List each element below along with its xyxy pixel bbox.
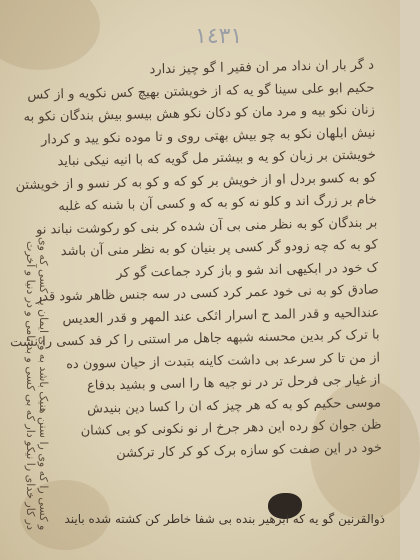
text-line: موسی حکیم کو به که هر چیز که ان را کسا دین بنیدش — [86, 395, 382, 417]
text-line: نیش ابلهان نکو به چو بیش بهتی روی و تا موده نکو یید و کردار — [40, 125, 376, 148]
text-line: از غیار جی فرحل تر در نو جیه ها را اسی و بشید بدفاع — [86, 372, 381, 394]
text-line: خویشتن بر زبان کو یه و بیشتر مل گویه که با انیه نیکی نباید — [57, 147, 376, 170]
text-line: کو به که چه زودو گر کسی پر بنیان کو به نظر منی آن باشد — [60, 237, 378, 260]
text-line: زنان نکو بیه و مرد مان کو دکان نکو هش بیسو بیش بندگان نکو به — [23, 102, 376, 125]
text-line: کو به کسو بردل او از خویش بر کو که و کو به کر نسو و از خویشتن — [15, 170, 377, 193]
text-line: از من تا کر سرعد بی داشت کاینه بتبدت از حیان سوون ده — [65, 350, 381, 372]
text-line: حکیم ابو علی سینا گو یه که از خویشتن بهیچ کس نکویه و از کس — [27, 80, 375, 103]
text-line: با ترک کر بدین محسنه شبهه جاهل مر استنی را کر فد کسی را نشت — [9, 327, 380, 351]
text-line: صادق کو به نی خود عمر کرد کسی در سه جنس ظاهر شود قدر — [35, 282, 379, 305]
text-line: د گر بار ان نداد مر ان فقیر ا گو چیز ندارد — [149, 57, 375, 78]
text-line: خام بر زرگ اند و کلو نه کو به که و کسی آن با شنه که غلبه — [58, 192, 377, 215]
folio-number: ١٤٣١ — [195, 24, 243, 49]
margin-line: در کار خدای را نیکو دار که بی کسی و بد نامی و در دنیا و آخرت — [24, 240, 37, 530]
final-text-line: ذوالقرنین گو یه که ابرهیر بنده بی شفا خاطر کن کشته شده بایند — [64, 512, 385, 526]
text-line: خود در این صفت کو سازه برک کو کر کار ترکشن — [115, 440, 383, 461]
margin-line: و کسی را که وی را سنن هنیک باشد به وی ایمان بد کسی که وی — [37, 236, 50, 530]
text-line: بر بندگان کو به نظر منی بی آن شده کر بنی کو رکوشت نباند نو — [35, 215, 378, 238]
text-line: ظن جوان کو رده این دهر جرخ ار نو نکونی کو بی کشان — [80, 417, 382, 439]
text-line: ک خود در ابکیهی اند شو و باز کرد جماعت گو کر — [115, 260, 379, 281]
text-line: عندالحیه و قدر المد ح اسرار اثکی عند المهر و قدر العدیس — [62, 305, 380, 327]
